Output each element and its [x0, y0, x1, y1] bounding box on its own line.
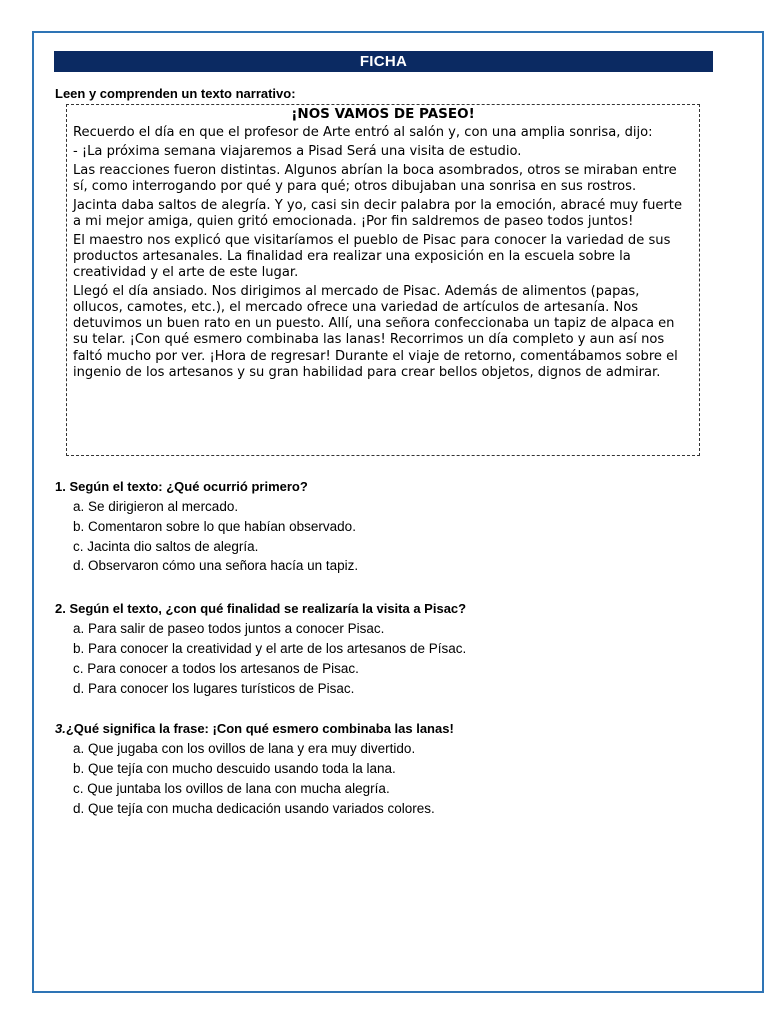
answer-option: d. Observaron cómo una señora hacía un tapiz. — [73, 558, 359, 574]
story-paragraph: - ¡La próxima semana viajaremos a Pisad Será una visita de estudio. — [73, 143, 522, 159]
question-title — [55, 477, 735, 496]
intro-label: Leen y comprenden un texto narrativo: — [55, 86, 296, 101]
question-number: 1. — [55, 479, 66, 494]
question-text: ¿Qué significa la frase: ¡Con qué esmero combinaba las lanas! — [65, 721, 454, 737]
question-3 — [55, 719, 735, 818]
question-text: Según el texto, ¿con qué finalidad se realizaría la visita a Pisac? — [65, 601, 467, 617]
story-paragraph: El maestro nos explicó que visitaríamos el pueblo de Pisac para conocer la variedad de sus productos artesanales. La finalidad era realizar una exposición en la escuela sobre la creatividad y el arte de este lugar. — [73, 232, 671, 280]
story-paragraph: Recuerdo el día en que el profesor de Arte entró al salón y, con una amplia sonrisa, dijo: — [73, 125, 653, 140]
story-box — [66, 104, 700, 456]
answer-option: d. Para conocer los lugares turísticos de Pisac. — [73, 680, 355, 696]
worksheet-title: FICHA — [54, 51, 713, 72]
question-title — [55, 719, 735, 738]
story-paragraph: Jacinta daba saltos de alegría. Y yo, casi sin decir palabra por la emoción, abracé muy fuerte a mi mejor amiga, quien gritó emocionada. ¡Por fin saldremos de paseo todos juntos! — [73, 197, 682, 229]
answer-option: c. Para conocer a todos los artesanos de Pisac. — [73, 660, 359, 676]
question-number: 2. — [55, 601, 66, 617]
answer-option: b. Comentaron sobre lo que habían observado. — [73, 518, 356, 534]
answer-option: d. Que tejía con mucha dedicación usando variados colores. — [73, 800, 435, 816]
question-title — [55, 599, 735, 618]
answer-option: c. Que juntaba los ovillos de lana con mucha alegría. — [73, 780, 390, 796]
answer-option: c. Jacinta dio saltos de alegría. — [73, 538, 259, 554]
story-paragraph: Llegó el día ansiado. Nos dirigimos al mercado de Pisac. Además de alimentos (papas, ollucos, camotes, etc.), el mercado ofrece una variedad de artículos de artesanía. Nos detuvimos un buen rato en un puesto. Allí, una señora confeccionaba un tapiz de alpaca en su telar. ¡Con qué esmero combinaba las lanas! Recorrimos un día completo y aun así nos faltó mucho por ver. ¡Hora de regresar! Durante el viaje de retorno, comentábamos sobre el ingenio de los artesanos y su gran habilidad para crear bellos objetos, dignos de admirar. — [73, 283, 678, 380]
question-text: Según el texto: ¿Qué ocurrió primero? — [65, 479, 308, 494]
questions-section — [55, 477, 735, 840]
answer-option: a. Para salir de paseo todos juntos a conocer Pisac. — [73, 621, 385, 637]
answer-option: a. Que jugaba con los ovillos de lana y era muy divertido. — [73, 741, 416, 757]
answer-option: b. Para conocer la creatividad y el arte de los artesanos de Písac. — [73, 640, 467, 656]
question-number: 3. — [55, 721, 66, 737]
story-title: ¡NOS VAMOS DE PASEO! — [291, 106, 475, 122]
question-1 — [55, 477, 735, 576]
question-2 — [55, 599, 735, 698]
story-paragraph: Las reacciones fueron distintas. Algunos abrían la boca asombrados, otros se miraban entre sí, como interrogando por qué y para qué; otros dibujaban una sonrisa en sus rostros. — [73, 162, 677, 194]
answer-option: a. Se dirigieron al mercado. — [73, 499, 239, 514]
answer-option: b. Que tejía con mucho descuido usando toda la lana. — [73, 761, 396, 777]
